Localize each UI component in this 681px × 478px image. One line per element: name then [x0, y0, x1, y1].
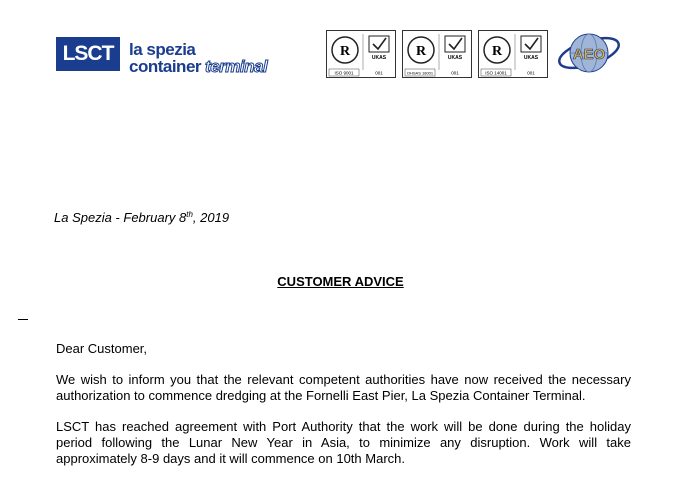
cert3-body: UKAS — [523, 55, 539, 61]
logo-text-terminal: terminal — [205, 57, 268, 76]
date-prefix: La Spezia - February 8 — [54, 210, 187, 225]
letterhead — [0, 0, 681, 90]
logo-text-line2 — [129, 58, 267, 75]
letter-date — [54, 210, 229, 225]
paragraph-schedule — [56, 419, 631, 467]
svg-text:R: R — [415, 44, 427, 59]
paragraph-line: authorization to commence dredging at the Fornelli East Pier, La Spezia Container Terminal. — [56, 388, 586, 403]
cert1-num: 001 — [375, 70, 383, 76]
cert1-code: ISO 9001 — [334, 70, 354, 76]
logo-text-line1: la spezia — [129, 40, 196, 59]
lsct-logo-mark: LSCT — [56, 37, 120, 71]
paragraph-line: We wish to inform you that the relevant competent authorities have now received the necessary — [56, 372, 631, 387]
logo-text-container: container — [129, 57, 202, 76]
paragraph-authorization — [56, 372, 631, 404]
letter-title: CUSTOMER ADVICE — [277, 274, 404, 289]
greeting: Dear Customer, — [56, 341, 148, 356]
paragraph-line: approximately 8-9 days and it will commence on 10th March. — [56, 451, 405, 466]
date-suffix: th — [186, 210, 193, 219]
date-year: , 2019 — [192, 210, 230, 225]
divider-mark — [18, 319, 28, 320]
cert-badge-ohsas18001-icon — [402, 30, 472, 78]
cert-badge-iso14001-icon — [478, 30, 548, 78]
svg-text:R: R — [491, 44, 503, 59]
cert2-num: 001 — [451, 70, 459, 76]
cert1-body: UKAS — [371, 55, 387, 61]
cert-badge-iso9001-icon — [326, 30, 396, 78]
aeo-label: AEO — [572, 46, 606, 63]
svg-text:R: R — [339, 44, 351, 59]
paragraph-line: period following the Lunar New Year in Asia, to minimize any disruption. Work will take — [56, 435, 631, 450]
paragraph-line: LSCT has reached agreement with Port Authority that the work will be done during the holiday — [56, 419, 631, 434]
cert3-code: ISO 14001 — [485, 70, 507, 76]
aeo-globe-icon — [556, 28, 622, 78]
cert2-body: UKAS — [447, 55, 463, 61]
cert2-code: OHSAS 18001 — [406, 70, 434, 76]
cert3-num: 001 — [527, 70, 535, 76]
